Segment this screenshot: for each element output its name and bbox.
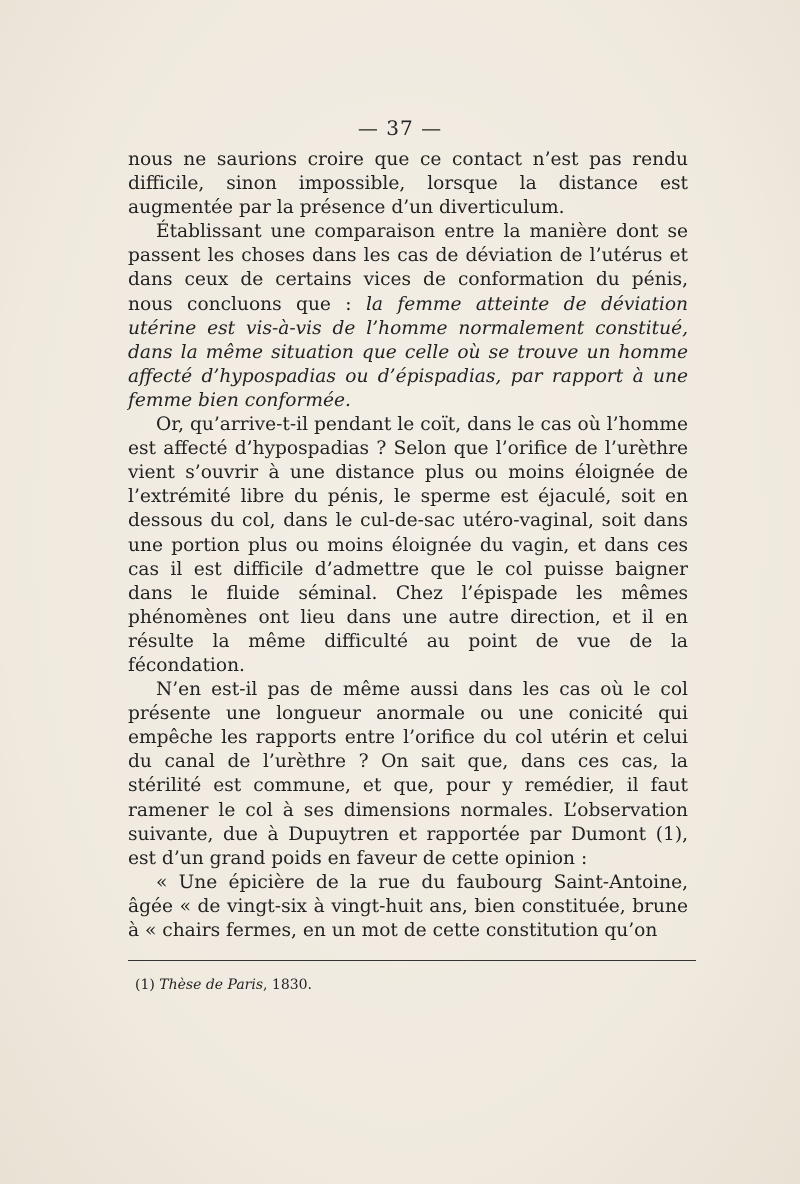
paragraph [128,871,688,943]
paragraph [128,413,688,678]
paragraph-text: « Une épicière de la rue du faubourg Saint-Antoine, âgée « de vingt-six à vingt-huit ans, bien constituée, brune à « chairs fermes, en un mot de cette constitution qu’on [128,871,688,941]
footnote-rule [128,960,696,961]
footnote-marker: (1) [135,977,160,993]
footnote [135,977,312,993]
page-number: — 37 — [357,116,443,140]
paragraph [128,678,688,871]
paragraph [128,220,688,413]
paragraph [128,148,688,220]
paragraph-text: Établissant une comparaison entre la manière dont se passent les choses dans les cas de déviation de l’utérus et dans ceux de certains vices de conformation du pénis, nous concluons que : [128,221,688,315]
paragraph-text: Or, qu’arrive-t-il pendant le coït, dans le cas où l’homme est affecté d’hypospadias ? Selon que l’orifice de l’urèthre vient s’ouvrir à une distance plus ou moins éloignée de l’extrémité libre du pénis, le sperme est éjaculé, soit en dessous du col, dans le cul-de-sac utéro-vaginal, soit dans une portion plus ou moins éloignée du vagin, et dans ces cas il est difficile d’admettre que le col puisse baigner dans le fluide séminal. Chez l’épispade les mêmes phénomènes ont lieu dans une autre direction, et il en résulte la même difficulté au point de vue de la fécondation. [128,414,688,676]
paragraph-text: nous ne saurions croire que ce contact n’est pas rendu difficile, sinon impossible, lorsque la distance est augmentée par la présence d’un diverticulum. [128,149,688,219]
body-text [128,148,688,943]
footnote-rest: , 1830. [263,977,313,993]
paragraph-text: N’en est-il pas de même aussi dans les cas où le col présente une longueur anormale ou une conicité qui empêche les rapports entre l’orifice du col utérin et celui du canal de l’urèthre ? On sait que, dans ces cas, la stérilité est commune, et que, pour y remédier, il faut ramener le col à ses dimensions normales. L’observation suivante, due à Dupuytren et rapportée par Dumont (1), est d’un grand poids en faveur de cette opinion : [128,679,688,869]
footnote-title: Thèse de Paris [159,977,264,993]
italic-text: la femme atteinte de déviation utérine est vis-à-vis de l’homme normalement constitué, dans la même situation que celle où se trouve un homme affecté d’hypospadias ou d’épispadias, par rapport à une femme bien conformée. [128,293,688,411]
